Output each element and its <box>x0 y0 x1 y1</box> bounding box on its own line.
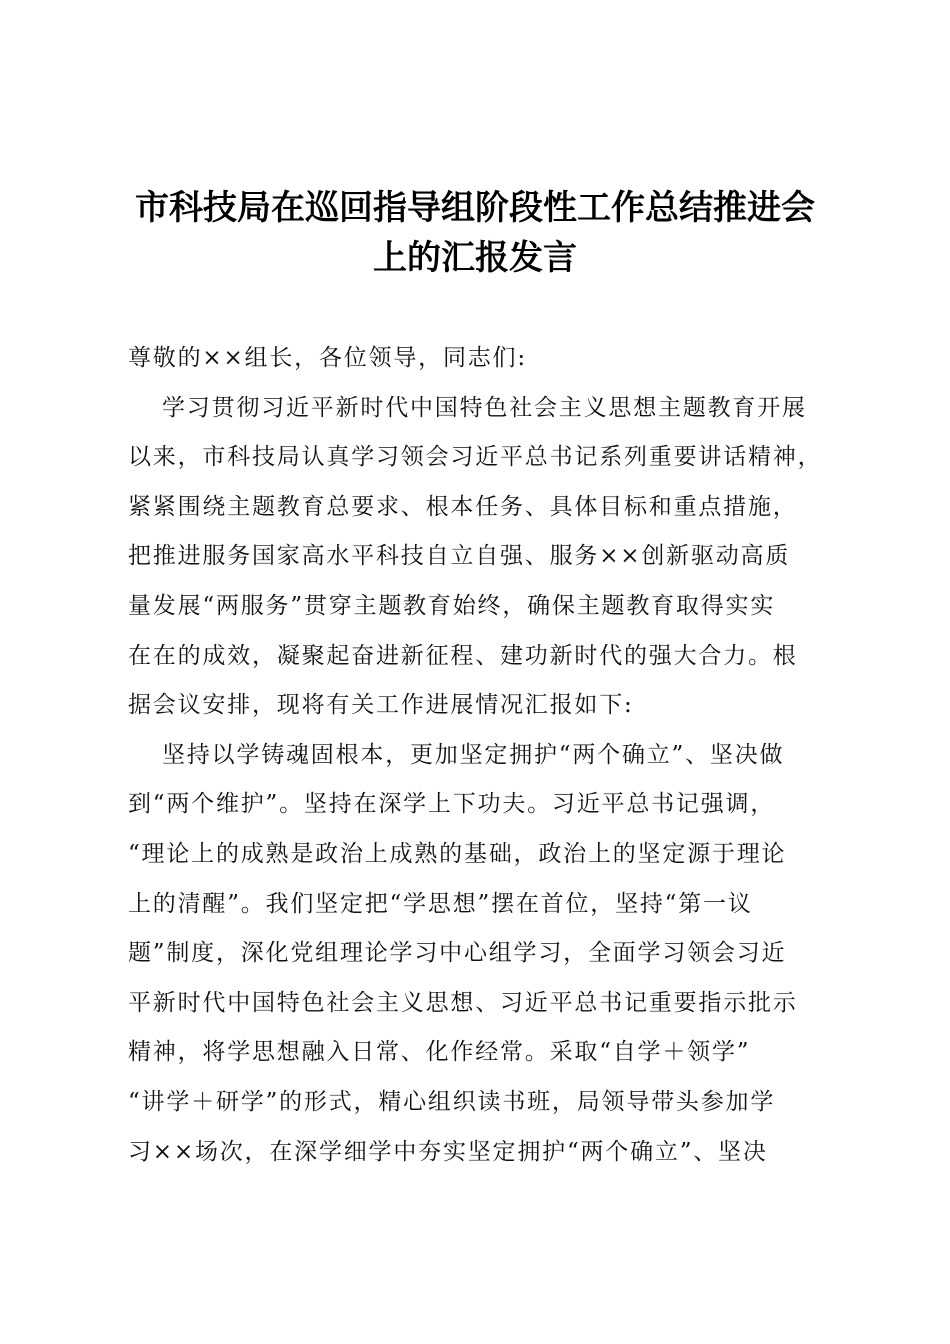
paragraph-2-line-7: 精神，将学思想融入日常、化作经常。采取“自学＋领学” <box>128 1039 751 1066</box>
paragraph-1-line-2: 以来，市科技局认真学习领会习近平总书记系列重要讲话精神， <box>128 444 823 471</box>
paragraph-1-line-7: 据会议安排，现将有关工作进展情况汇报如下: <box>128 692 634 719</box>
paragraph-1-line-1: 学习贯彻习近平新时代中国特色社会主义思想主题教育开展 <box>162 394 807 421</box>
title-line-1: 市科技局在巡回指导组阶段性工作总结推进会 <box>135 188 815 228</box>
document-title <box>120 183 830 283</box>
salutation-line: 尊敬的××组长，各位领导，同志们: <box>128 345 527 371</box>
paragraph-1-line-4: 把推进服务国家高水平科技自立自强、服务××创新驱动高质 <box>128 543 791 570</box>
title-line-2: 上的汇报发言 <box>373 238 577 278</box>
paragraph-2-line-8: “讲学＋研学”的形式，精心组织读书班，局领导带头参加学 <box>128 1088 776 1115</box>
paragraph-1-line-5: 量发展“两服务”贯穿主题教育始终，确保主题教育取得实实 <box>128 592 776 619</box>
paragraph-2-line-4: 上的清醒”。我们坚定把“学思想”摆在首位，坚持“第一议 <box>128 890 753 917</box>
paragraph-2-line-2: 到“两个维护”。坚持在深学上下功夫。习近平总书记强调， <box>128 791 776 818</box>
paragraph-1-line-6: 在在的成效，凝聚起奋进新征程、建功新时代的强大合力。根 <box>128 642 798 669</box>
paragraph-2-line-5: 题”制度，深化党组理论学习中心组学习，全面学习领会习近 <box>128 940 787 967</box>
paragraph-2-line-6: 平新时代中国特色社会主义思想、习近平总书记重要指示批示 <box>128 989 798 1016</box>
paragraph-2-line-3: “理论上的成熟是政治上成熟的基础，政治上的坚定源于理论 <box>128 840 787 867</box>
document-body <box>128 334 843 1177</box>
paragraph-1-line-3: 紧紧围绕主题教育总要求、根本任务、具体目标和重点措施， <box>128 493 798 520</box>
paragraph-2-line-1: 坚持以学铸魂固根本，更加坚定拥护“两个确立”、坚决做 <box>162 741 785 768</box>
paragraph-2-line-9: 习××场次，在深学细学中夯实坚定拥护“两个确立”、坚决 <box>128 1138 768 1165</box>
